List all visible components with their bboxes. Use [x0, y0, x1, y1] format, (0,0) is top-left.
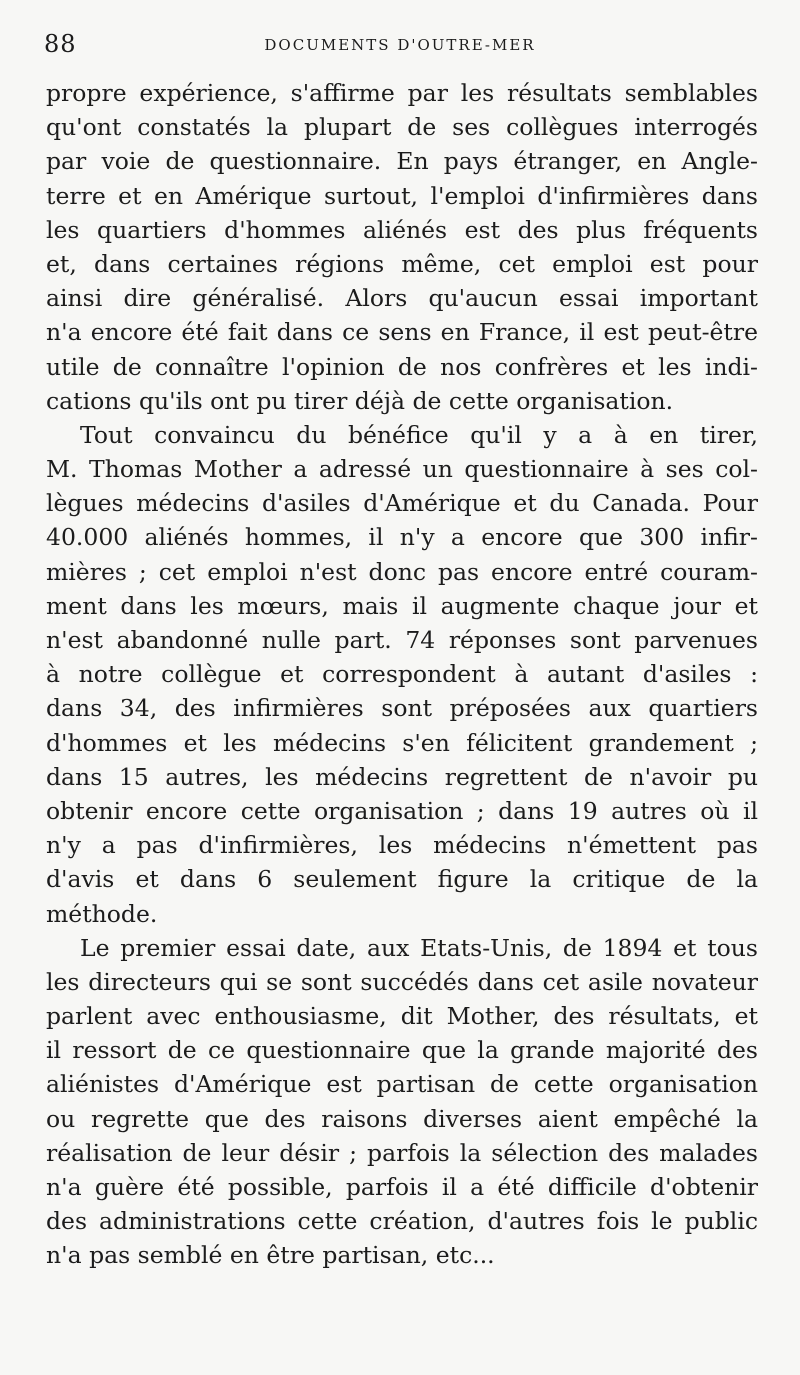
text-line: terre et en Amérique surtout, l'emploi d'infirmières dans [46, 181, 758, 210]
text-line: ainsi dire généralisé. Alors qu'aucun essai important [46, 284, 758, 313]
text-line: mières ; cet emploi n'est donc pas encore entré couram- [46, 557, 758, 586]
text-line: obtenir encore cette organisation ; dans 19 autres où il [46, 796, 758, 825]
text-line: les quartiers d'hommes aliénés est des plus fréquents [46, 215, 758, 244]
text-line: dans 34, des infirmières sont préposées aux quartiers [46, 694, 758, 723]
text-line: M. Thomas Mother a adressé un questionnaire à ses col- [46, 455, 758, 484]
text-line: d'avis et dans 6 seulement figure la critique de la [46, 865, 758, 894]
text-line: n'a encore été fait dans ce sens en France, il est peut-être [46, 318, 758, 347]
text-line: ment dans les mœurs, mais il augmente chaque jour et [46, 591, 758, 620]
text-line: lègues médecins d'asiles d'Amérique et du Canada. Pour [46, 489, 758, 518]
body-text [46, 76, 758, 1273]
text-line: Tout convaincu du bénéfice qu'il y a à en tirer, [80, 420, 758, 449]
text-line: par voie de questionnaire. En pays étranger, en Angle- [46, 147, 758, 176]
text-line: cations qu'ils ont pu tirer déjà de cette organisation. [46, 386, 674, 415]
text-line: propre expérience, s'affirme par les résultats semblables [46, 79, 758, 107]
running-title: DOCUMENTS D'OUTRE-MER [264, 36, 536, 54]
page-number: 88 [44, 30, 77, 58]
text-line: n'a pas semblé en être partisan, etc... [46, 1241, 495, 1270]
paragraph [46, 931, 758, 1273]
text-line: méthode. [46, 899, 158, 928]
text-line: n'a guère été possible, parfois il a été difficile d'obtenir [46, 1173, 758, 1201]
text-line: n'est abandonné nulle part. 74 réponses sont parvenues [46, 626, 758, 654]
text-line: ou regrette que des raisons diverses aient empêché la [46, 1104, 758, 1133]
running-head [44, 30, 756, 60]
text-line: d'hommes et les médecins s'en félicitent grandement ; [46, 728, 758, 757]
paragraph [46, 76, 758, 418]
text-line: des administrations cette création, d'autres fois le public [46, 1207, 758, 1236]
text-line: parlent avec enthousiasme, dit Mother, des résultats, et [46, 1002, 758, 1031]
text-line: les directeurs qui se sont succédés dans cet asile novateur [46, 967, 758, 996]
text-line: réalisation de leur désir ; parfois la sélection des malades [46, 1138, 758, 1167]
text-line: n'y a pas d'infirmières, les médecins n'émettent pas [46, 831, 758, 860]
text-line: dans 15 autres, les médecins regrettent de n'avoir pu [46, 762, 758, 791]
text-line: aliénistes d'Amérique est partisan de cette organisation [46, 1070, 758, 1099]
text-line: 40.000 aliénés hommes, il n'y a encore que 300 infir- [46, 523, 758, 552]
text-line: Le premier essai date, aux Etats-Unis, de 1894 et tous [80, 933, 758, 962]
paragraph [46, 418, 758, 931]
text-line: il ressort de ce questionnaire que la grande majorité des [46, 1036, 758, 1065]
text-line: qu'ont constatés la plupart de ses collègues interrogés [46, 113, 758, 142]
text-line: à notre collègue et correspondent à autant d'asiles : [46, 660, 758, 689]
text-line: utile de connaître l'opinion de nos confrères et les indi- [46, 352, 758, 381]
text-line: et, dans certaines régions même, cet emploi est pour [46, 249, 758, 278]
